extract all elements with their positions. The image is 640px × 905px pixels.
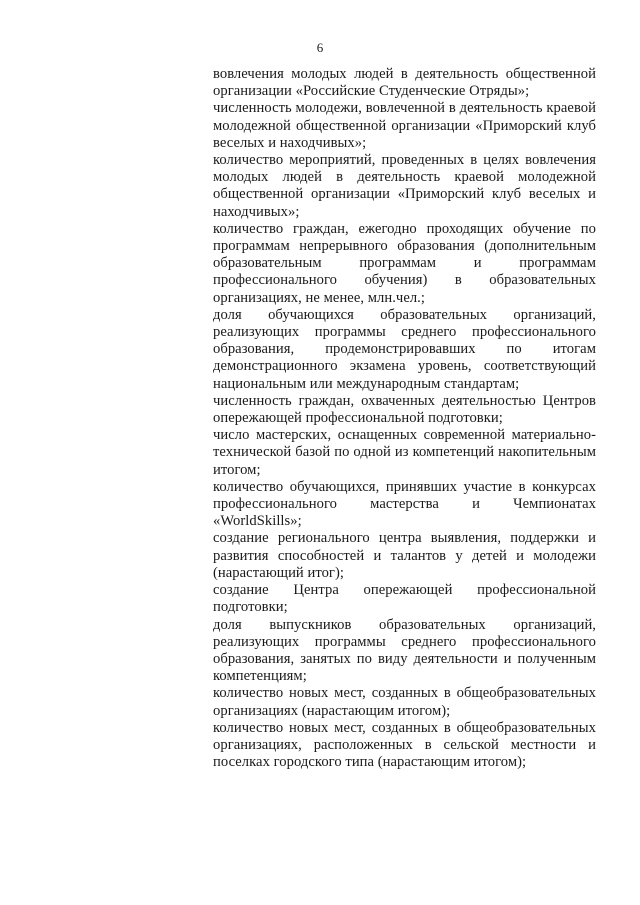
paragraph-item: количество обучающихся, принявших участие в конкурсах профессионального мастерства и Чемпионатах «WorldSkills»; [213,478,596,530]
paragraph-item: вовлечения молодых людей в деятельность общественной организации «Российские Студенческие Отряды»; [213,66,596,100]
page-number: 6 [316,40,324,55]
paragraph-item: количество новых мест, созданных в общеобразовательных организациях (нарастающим итогом); [213,685,596,719]
paragraph-item: доля обучающихся образовательных организаций, реализующих программы среднего профессионального образования, продемонстрировавших по итогам демонстрационного экзамена уровень, соответствующий национальным или международным стандартам; [213,306,596,392]
paragraph-item: количество новых мест, созданных в общеобразовательных организациях, расположенных в сельской местности и поселках городского типа (нарастающим итогом); [213,719,596,771]
paragraph-item: количество мероприятий, проведенных в целях вовлечения молодых людей в деятельность краевой молодежной общественной организации «Приморский клуб веселых и находчивых»; [213,152,596,220]
paragraph-item: численность молодежи, вовлеченной в деятельность краевой молодежной общественной организации «Приморский клуб веселых и находчивых»; [213,100,596,151]
paragraph-item: создание Центра опережающей профессиональной подготовки; [213,582,596,616]
document-body [213,66,596,771]
paragraph-item: количество граждан, ежегодно проходящих обучение по программам непрерывного образования (дополнительным образовательным программам и программам профессионального обучения) в образовательных организациях, не менее, млн.чел.; [213,220,596,306]
paragraph-item: число мастерских, оснащенных современной материально-технической базой по одной из компетенций накопительным итогом; [213,427,596,478]
paragraph-item: доля выпускников образовательных организаций, реализующих программы среднего профессионального образования, занятых по виду деятельности и полученным компетенциям; [213,616,596,685]
paragraph-item: численность граждан, охваченных деятельностью Центров опережающей профессиональной подготовки; [213,392,596,427]
paragraph-item: создание регионального центра выявления, поддержки и развития способностей и талантов у детей и молодежи (нарастающий итог); [213,530,596,581]
